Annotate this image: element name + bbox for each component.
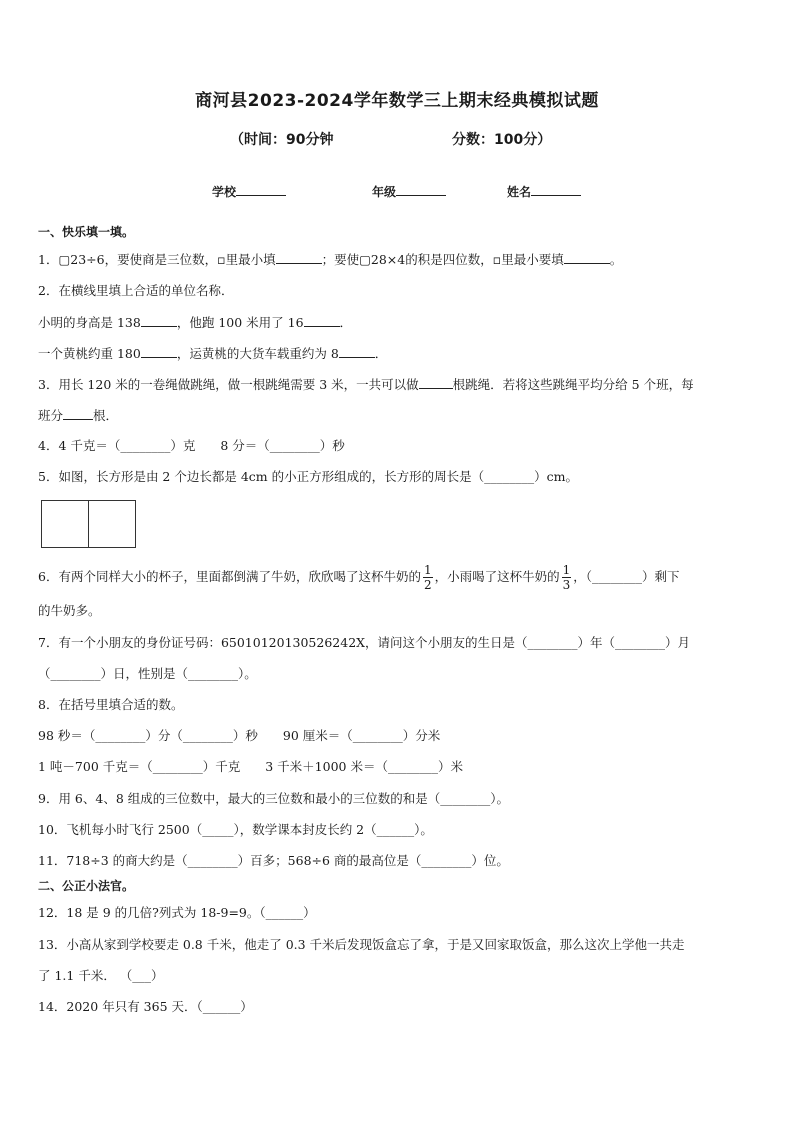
fraction-one-third (562, 563, 572, 592)
q1-blank-2[interactable] (564, 249, 610, 264)
question-10: 10．飞机每小时飞行 2500（_____），数学课本封皮长约 2（______）。 (38, 822, 433, 837)
q1-blank-1[interactable] (276, 249, 322, 264)
q6-text-a: 6．有两个同样大小的杯子，里面都倒满了牛奶，欣欣喝了这杯牛奶的 (38, 569, 421, 584)
q2-l1-text-b: ，他跑 100 米用了 16 (176, 315, 304, 330)
question-11: 11．718÷3 的商大约是（________）百多；568÷6 商的最高位是（________）位。 (38, 853, 509, 868)
school-label: 学校 (212, 185, 237, 199)
question-12: 12．18 是 9 的几倍?列式为 18-9=9。（______） (38, 905, 316, 920)
question-5: 5．如图，长方形是由 2 个边长都是 4cm 的小正方形组成的，长方形的周长是（________）cm。 (38, 469, 578, 484)
q8-line-2: 1 吨－700 千克＝（________）千克 3 千米＋1000 米＝（________）米 (38, 759, 463, 774)
frac1-denominator: 2 (423, 578, 432, 592)
q3-line-2 (38, 405, 118, 426)
frac1-numerator: 1 (423, 563, 432, 577)
q3-text-a: 3．用长 120 米的一卷绳做跳绳，做一根跳绳需要 3 米，一共可以做 (38, 377, 419, 392)
frac2-denominator: 3 (562, 578, 571, 592)
question-2: 2．在横线里填上合适的单位名称． (38, 283, 234, 298)
section-2-heading: 二、公正小法官。 (38, 879, 135, 893)
q3-text-c: 班分 (38, 408, 64, 423)
q2-l2-text-a: 一个黄桃约重 180 (38, 346, 141, 361)
q3-text-b: 根跳绳．若将这些跳绳平均分给 5 个班，每 (452, 377, 694, 392)
rectangle-figure (41, 500, 136, 548)
q1-text-a: 1．▢23÷6，要使商是三位数，▫里最小填 (38, 252, 276, 267)
question-1 (38, 249, 622, 270)
frac2-numerator: 1 (562, 563, 571, 577)
q8-line-1: 98 秒＝（________）分（________）秒 90 厘米＝（________）分米 (38, 728, 441, 743)
question-9: 9．用 6、4、8 组成的三位数中，最大的三位数和最小的三位数的和是（________）。 (38, 791, 510, 806)
q2-line-1 (38, 312, 352, 333)
fraction-one-half (423, 563, 433, 592)
q7-line-2: （________）日，性别是（________）。 (38, 666, 257, 681)
question-3 (38, 374, 694, 395)
q2-blank-2[interactable] (304, 312, 340, 327)
q6-text-b: ，小雨喝了这杯牛奶的 (434, 569, 560, 584)
q6-text-c: ，（________）剩下 (573, 569, 680, 584)
q2-l1-text-a: 小明的身高是 138 (38, 315, 141, 330)
grade-field (372, 181, 446, 200)
question-13: 13．小高从家到学校要走 0.8 千米，他走了 0.3 千米后发现饭盒忘了拿，于是又回家取饭盒，那么这次上学他一共走 (38, 937, 685, 952)
question-6 (38, 562, 680, 592)
exam-score: 分数：100分） (452, 132, 552, 148)
q1-text-b: ；要使▢28×4的积是四位数，▫里最小要填 (321, 252, 564, 267)
q2-blank-1[interactable] (141, 312, 177, 327)
exam-title: 商河县2023-2024学年数学三上期末经典模拟试题 (195, 91, 599, 111)
q2-l1-text-c: ． (339, 315, 353, 330)
q13-line-2: 了 1.1 千米． （___） (38, 968, 164, 983)
square-divider (88, 501, 89, 547)
q2-blank-3[interactable] (141, 343, 177, 358)
q2-l2-text-c: ． (374, 346, 388, 361)
name-blank[interactable] (531, 181, 581, 196)
name-field (507, 181, 581, 200)
school-blank[interactable] (236, 181, 286, 196)
q3-text-d: 根． (93, 408, 119, 423)
q2-blank-4[interactable] (339, 343, 375, 358)
exam-time: （时间：90分钟 (230, 132, 334, 148)
q3-blank-2[interactable] (63, 405, 93, 420)
question-4: 4．4 千克＝（________）克 8 分＝（________）秒 (38, 438, 345, 453)
q1-text-c: 。 (609, 252, 623, 267)
question-8: 8．在括号里填合适的数。 (38, 697, 184, 712)
q2-l2-text-b: ，运黄桃的大货车载重约为 8 (176, 346, 339, 361)
name-label: 姓名 (507, 185, 532, 199)
section-1-heading: 一、快乐填一填。 (38, 225, 135, 239)
q6-line-2: 的牛奶多。 (38, 603, 101, 618)
question-14: 14．2020 年只有 365 天．（______） (38, 999, 253, 1014)
q2-line-2 (38, 343, 387, 364)
grade-blank[interactable] (396, 181, 446, 196)
q3-blank-1[interactable] (419, 374, 453, 389)
grade-label: 年级 (372, 185, 397, 199)
question-7: 7．有一个小朋友的身份证号码：65010120130526242X，请问这个小朋友的生日是（________）年（________）月 (38, 635, 691, 650)
school-field (212, 181, 286, 200)
